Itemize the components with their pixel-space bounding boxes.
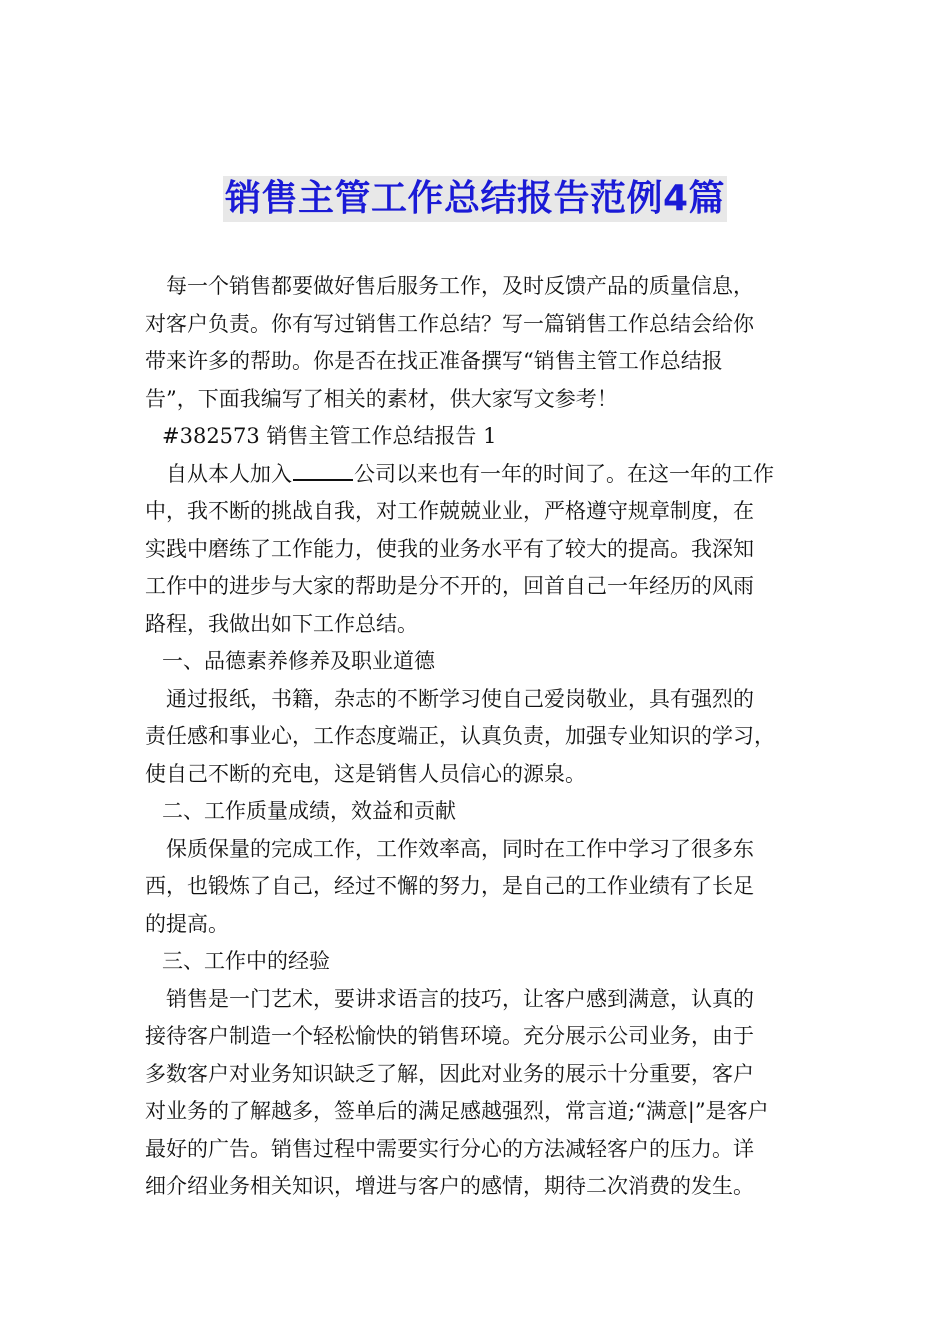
para-line: 最好的广告。销售过程中需要实行分心的方法减轻客户的压力。详 <box>145 1136 754 1161</box>
para-text: 公司以来也有一年的时间了。在这一年的工作 <box>354 461 774 486</box>
document-body <box>145 268 817 1206</box>
para-line: 实践中磨练了工作能力，使我的业务水平有了较大的提高。我深知 <box>145 536 754 561</box>
para-line: 西，也锻炼了自己，经过不懈的努力，是自己的工作业绩有了长足 <box>145 874 754 898</box>
para-line: 对业务的了解越多，签单后的满足感越强烈，常言道;“满意|”是客户 <box>145 1099 769 1123</box>
section-heading-2: 二、工作质量成绩，效益和贡献 <box>162 799 456 823</box>
document-title: 销售主管工作总结报告范例4篇 <box>223 176 727 222</box>
para-line: 工作中的进步与大家的帮助是分不开的，回首自己一年经历的风雨 <box>145 574 754 598</box>
intro-line: 每一个销售都要做好售后服务工作，及时反馈产品的质量信息， <box>166 274 754 298</box>
intro-line: 告”，下面我编写了相关的素材，供大家写文参考！ <box>145 386 618 411</box>
para-line: 保质保量的完成工作，工作效率高，同时在工作中学习了很多东 <box>166 836 754 861</box>
intro-paragraph <box>145 268 817 418</box>
para-text: 自从本人加入 <box>166 461 292 486</box>
para-line: 中，我不断的挑战自我，对工作兢兢业业，严格遵守规章制度，在 <box>145 499 754 523</box>
para-line: 路程，我做出如下工作总结。 <box>145 611 418 636</box>
para-line: 使自己不断的充电，这是销售人员信心的源泉。 <box>145 761 586 786</box>
section-heading-1: 一、品德素养修养及职业道德 <box>162 649 435 673</box>
title-container <box>0 176 950 222</box>
para-line: 多数客户对业务知识缺乏了解，因此对业务的展示十分重要，客户 <box>145 1061 754 1086</box>
report-paragraph-1 <box>145 456 817 644</box>
para-line <box>145 456 817 494</box>
para-line: 接待客户制造一个轻松愉快的销售环境。充分展示公司业务，由于 <box>145 1024 754 1048</box>
para-line: 细介绍业务相关知识，增进与客户的感情，期待二次消费的发生。 <box>145 1174 754 1198</box>
para-line: 责任感和事业心，工作态度端正，认真负责，加强专业知识的学习， <box>145 724 775 748</box>
section-3-paragraph <box>145 981 817 1206</box>
intro-line: 带来许多的帮助。你是否在找正准备撰写“销售主管工作总结报 <box>145 349 723 373</box>
report-heading: #382573 销售主管工作总结报告 1 <box>162 424 497 448</box>
fill-in-blank <box>293 461 353 481</box>
para-line: 通过报纸，书籍，杂志的不断学习使自己爱岗敬业，具有强烈的 <box>166 686 754 711</box>
section-heading-3: 三、工作中的经验 <box>162 949 330 973</box>
section-1-paragraph <box>145 681 817 794</box>
para-line: 销售是一门艺术，要讲求语言的技巧，让客户感到满意，认真的 <box>166 986 754 1011</box>
intro-line: 对客户负责。你有写过销售工作总结？写一篇销售工作总结会给你 <box>145 311 754 336</box>
para-line: 的提高。 <box>145 911 229 936</box>
section-2-paragraph <box>145 831 817 944</box>
